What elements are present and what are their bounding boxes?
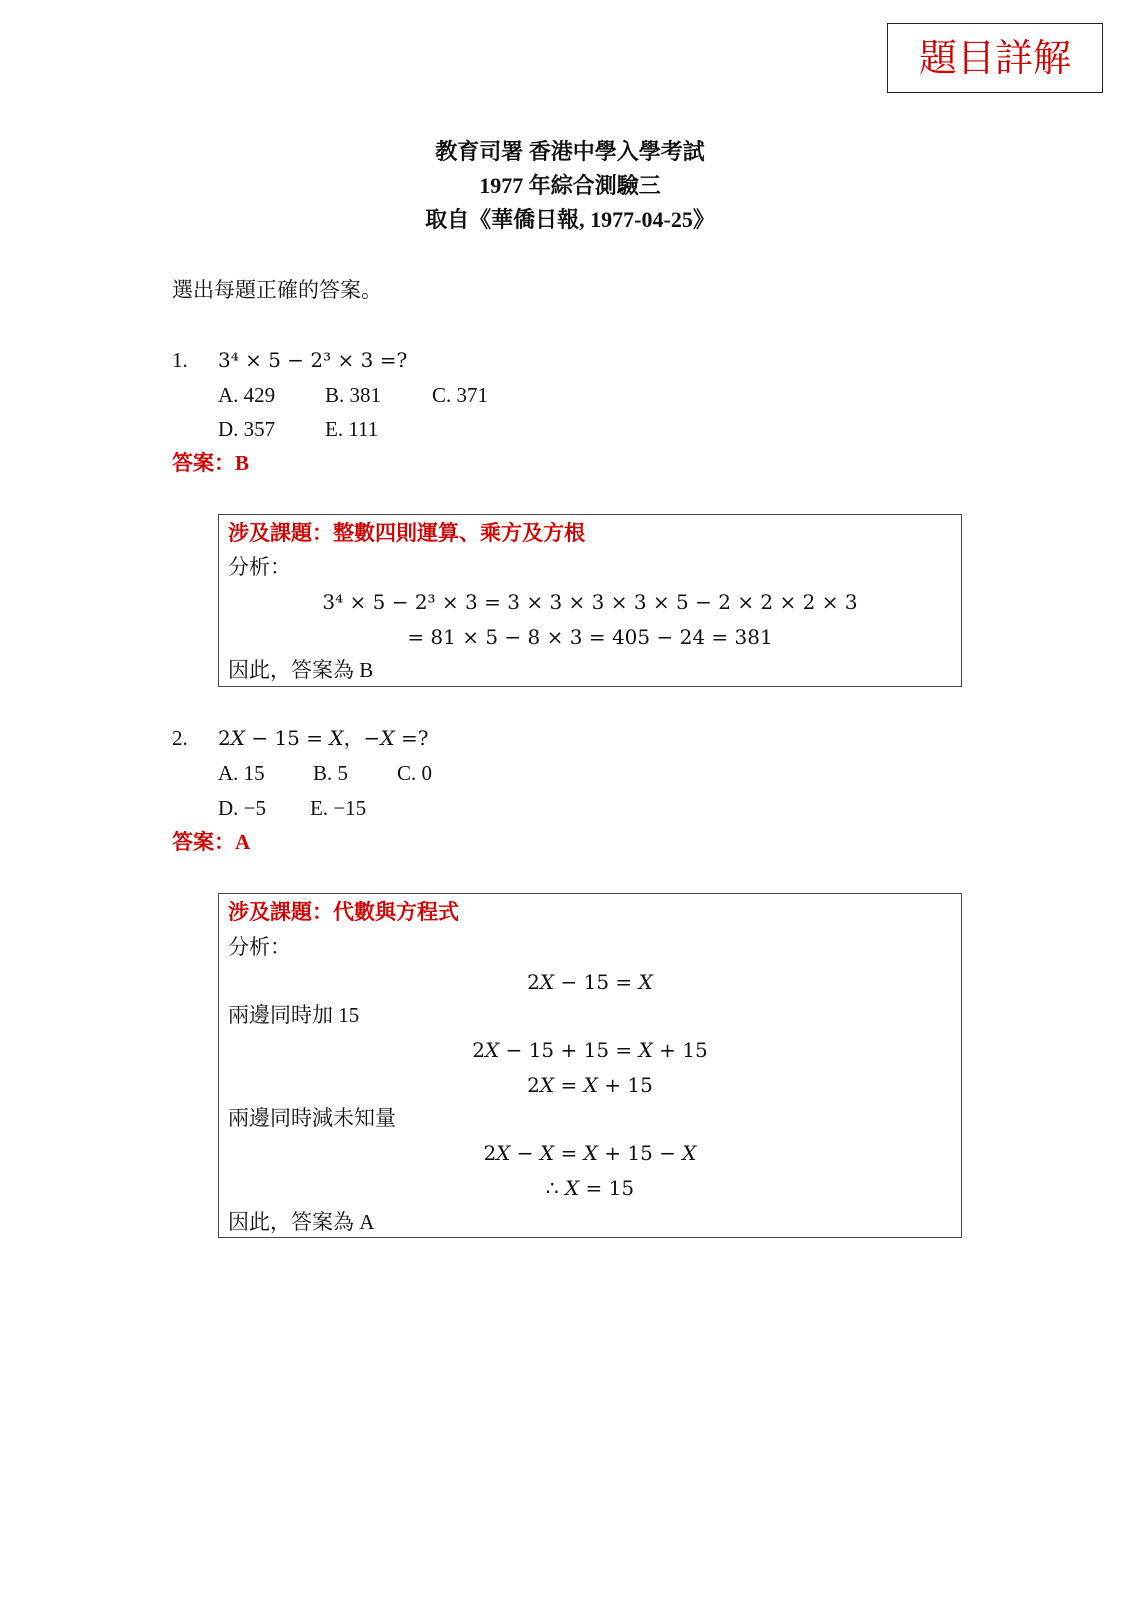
- option-d: D. 357: [218, 417, 276, 441]
- question-stem: 2X − 15 = X，−X =?: [218, 726, 429, 750]
- option-a: A. 429: [218, 383, 276, 407]
- equation-line: 2X − 15 = X: [527, 970, 653, 994]
- option-e: E. 111: [325, 417, 379, 441]
- equation-line: ∴ X = 15: [545, 1176, 635, 1200]
- option-b: B. 5: [313, 761, 349, 785]
- equation-line: 2X = X + 15: [527, 1073, 653, 1097]
- question-number: 2.: [172, 726, 188, 750]
- answer-label: 答案：A: [172, 830, 251, 854]
- option-d: D. −5: [218, 796, 267, 820]
- conclusion-text: 因此，答案為 B: [228, 658, 374, 682]
- option-b: B. 381: [325, 383, 382, 407]
- equation-line: = 81 × 5 − 8 × 3 = 405 − 24 = 381: [407, 625, 773, 649]
- step-description: 兩邊同時加 15: [228, 1003, 360, 1027]
- header-line-test: 1977 年綜合測驗三: [479, 173, 661, 198]
- header-line-authority: 教育司署 香港中學入學考試: [435, 139, 705, 164]
- analysis-label: 分析：: [228, 555, 291, 579]
- topic-title: 涉及課題：代數與方程式: [228, 900, 459, 924]
- step-description: 兩邊同時減未知量: [228, 1106, 396, 1130]
- header-line-source: 取自《華僑日報, 1977-04-25》: [425, 207, 715, 232]
- equation-line: 2X − X = X + 15 − X: [483, 1141, 697, 1165]
- option-a: A. 15: [218, 761, 265, 785]
- option-e: E. −15: [310, 796, 367, 820]
- question-stem: 3⁴ × 5 − 2³ × 3 =?: [218, 348, 408, 372]
- explanation-box: [218, 893, 962, 1238]
- option-c: C. 0: [397, 761, 433, 785]
- question-number: 1.: [172, 348, 188, 372]
- explanation-box: [218, 514, 962, 687]
- conclusion-text: 因此，答案為 A: [228, 1210, 375, 1234]
- option-c: C. 371: [432, 383, 489, 407]
- detail-badge: [887, 23, 1103, 93]
- analysis-label: 分析：: [228, 935, 291, 959]
- topic-title: 涉及課題：整數四則運算、乘方及方根: [228, 521, 585, 545]
- badge-label: 題目詳解: [918, 36, 1071, 80]
- answer-label: 答案：B: [172, 451, 250, 475]
- equation-line: 2X − 15 + 15 = X + 15: [472, 1038, 708, 1062]
- equation-line: 3⁴ × 5 − 2³ × 3 = 3 × 3 × 3 × 3 × 5 − 2 × 2 × 2 × 3: [322, 590, 858, 614]
- document-header: [370, 135, 770, 237]
- instruction-text: 選出每題正確的答案。: [172, 278, 382, 302]
